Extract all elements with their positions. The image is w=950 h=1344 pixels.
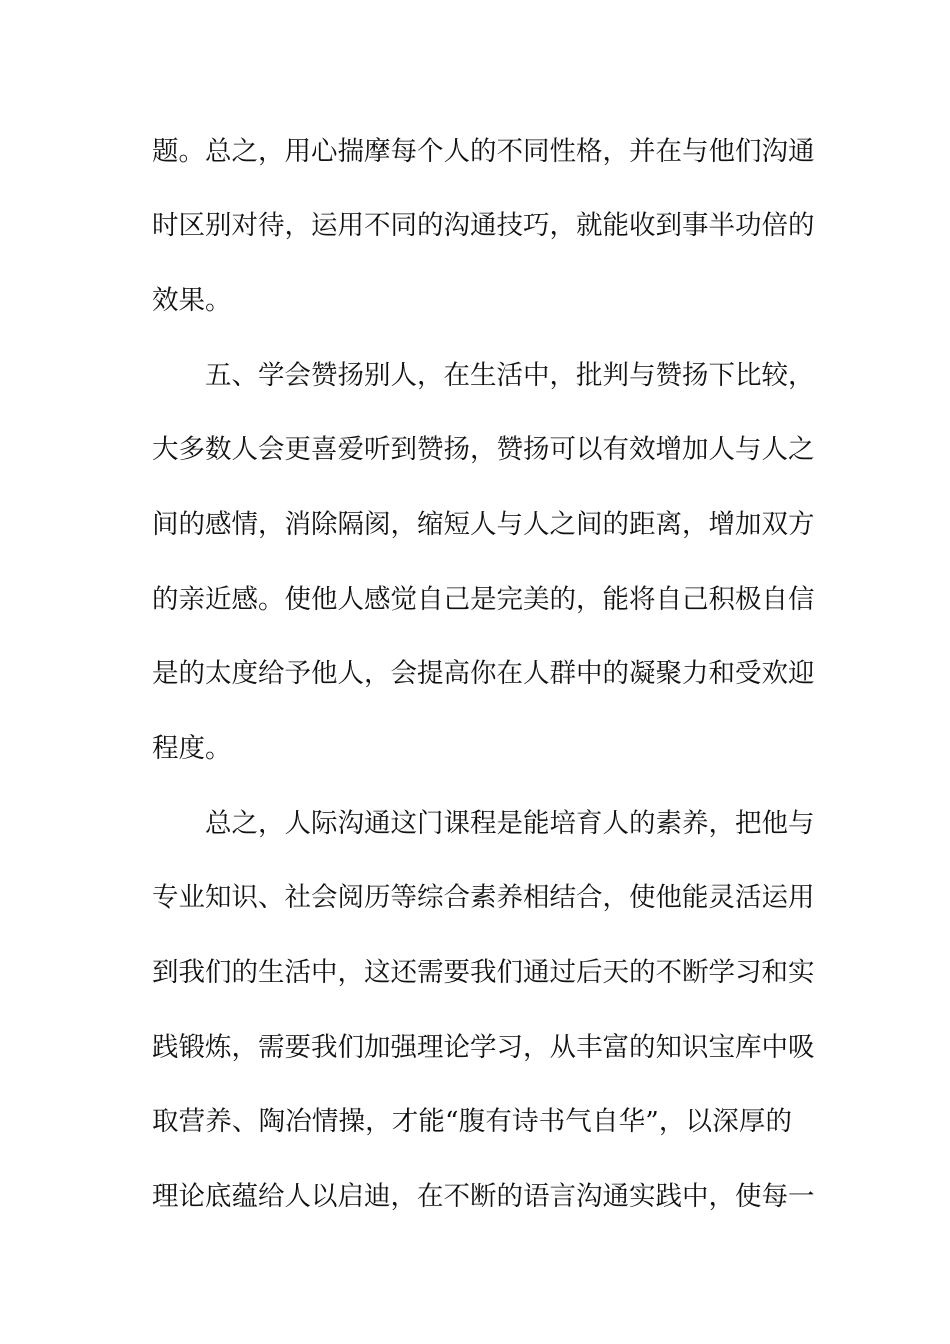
body-text-line: 间的感情，消除隔阂，缩短人与人之间的距离，增加双方 bbox=[152, 509, 815, 540]
body-text-line: 理论底蕴给人以启迪，在不断的语言沟通实践中，使每一 bbox=[152, 1181, 815, 1212]
body-text-line: 时区别对待，运用不同的沟通技巧，就能收到事半功倍的 bbox=[152, 210, 815, 241]
paragraph-first-line: 五、学会赞扬别人，在生活中，批判与赞扬下比较， bbox=[205, 360, 815, 391]
body-text-line: 大多数人会更喜爱听到赞扬，赞扬可以有效增加人与人之 bbox=[152, 434, 815, 465]
body-text-line: 是的太度给予他人，会提高你在人群中的凝聚力和受欢迎 bbox=[152, 658, 815, 689]
body-text-line: 到我们的生活中，这还需要我们通过后天的不断学习和实 bbox=[152, 957, 815, 988]
body-text-line: 题。总之，用心揣摩每个人的不同性格，并在与他们沟通 bbox=[152, 136, 815, 167]
body-text-line: 取营养、陶冶情操，才能“腹有诗书气自华”，以深厚的 bbox=[152, 1106, 792, 1137]
body-text-line: 专业知识、社会阅历等综合素养相结合，使他能灵活运用 bbox=[152, 882, 815, 913]
paragraph-first-line: 总之，人际沟通这门课程是能培育人的素养，把他与 bbox=[205, 808, 815, 839]
body-text-line: 程度。 bbox=[152, 733, 232, 764]
body-text-line: 践锻炼，需要我们加强理论学习，从丰富的知识宝库中吸 bbox=[152, 1032, 815, 1063]
body-text-line: 效果。 bbox=[152, 285, 232, 316]
body-text-line: 的亲近感。使他人感觉自己是完美的，能将自己积极自信 bbox=[152, 584, 815, 615]
